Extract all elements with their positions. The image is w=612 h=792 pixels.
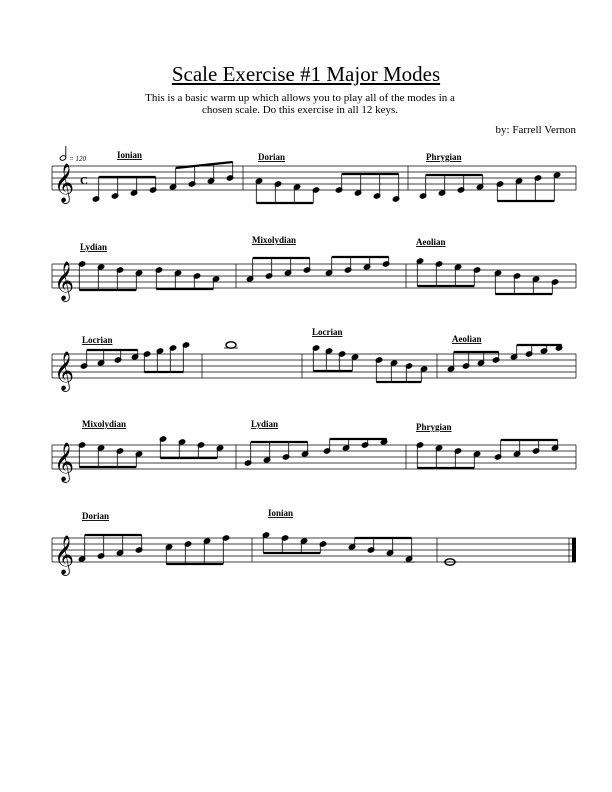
mode-label: Lydian: [80, 242, 108, 252]
mode-label: Phrygian: [426, 152, 462, 162]
treble-clef-icon: 𝄞: [54, 444, 75, 481]
treble-clef-icon: 𝄞: [54, 165, 75, 202]
author-credit: by: Farrell Vernon: [495, 124, 576, 136]
staff-system-5: [52, 508, 576, 576]
mode-label: Locrian: [82, 335, 113, 345]
staff-system-3: [52, 327, 576, 392]
staff-system-2: [52, 235, 576, 302]
mode-label: Mixolydian: [252, 235, 297, 245]
tempo-text: = 120: [69, 155, 86, 163]
final-barline: [572, 538, 576, 562]
mode-label: Mixolydian: [82, 419, 127, 429]
page-title: Scale Exercise #1 Major Modes: [171, 62, 441, 86]
staff-system-1: [52, 150, 576, 204]
tempo-marking: [59, 146, 86, 163]
treble-clef-icon: 𝄞: [54, 353, 75, 390]
mode-label: Ionian: [268, 508, 294, 518]
treble-clef-icon: 𝄞: [54, 537, 75, 574]
mode-label: Locrian: [312, 327, 343, 337]
mode-label: Aeolian: [452, 334, 482, 344]
mode-label: Aeolian: [416, 237, 446, 247]
mode-label: Lydian: [251, 419, 279, 429]
staff-system-4: [52, 419, 576, 483]
mode-label: Phrygian: [416, 422, 452, 432]
description: This is a basic warm up which allows you to play all of the modes in a chosen scale. Do this exercise in all 12 keys.: [145, 92, 455, 116]
time-signature: C: [80, 175, 88, 187]
whole-note: [226, 342, 236, 348]
treble-clef-icon: 𝄞: [54, 263, 75, 300]
mode-label: Dorian: [82, 511, 109, 521]
mode-label: Ionian: [117, 150, 143, 160]
mode-label: Dorian: [258, 152, 285, 162]
